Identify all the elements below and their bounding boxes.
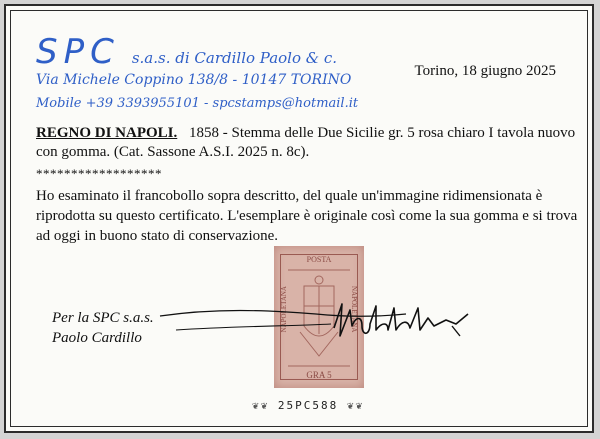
certificate-date: Torino, 18 giugno 2025: [414, 63, 556, 79]
signature-name: Paolo Cardillo: [52, 330, 142, 346]
serial-line: [252, 399, 364, 412]
signature-block: [52, 308, 154, 348]
serial-number: 25PC588: [277, 399, 339, 412]
company-address: Via Michele Coppino 138/8 - 10147 TORINO: [36, 72, 352, 88]
company-header: [36, 32, 337, 72]
certificate: [4, 4, 594, 433]
stamp-right-text: NAPOLETANA: [350, 286, 358, 333]
company-name: s.a.s. di Cardillo Paolo & c.: [131, 49, 338, 67]
separator-stars: ******************: [36, 166, 162, 181]
ornament-right-icon: ❦❦: [346, 399, 365, 412]
signature-company: Per la SPC s.a.s.: [52, 310, 154, 326]
stamp-left-text: NAPOLETANA: [280, 286, 288, 333]
description-text: 1858 - Stemma delle Due Sicilie gr. 5 rosa chiaro I tavola nuovo con gomma. (Cat. Sassone A.S.I. 2025 n. 8c).: [36, 125, 576, 160]
stamp-description: [36, 124, 576, 183]
handwritten-signature: [156, 296, 486, 356]
country-title: REGNO DI NAPOLI.: [36, 125, 178, 141]
ornament-left-icon: ❦❦: [252, 399, 270, 412]
stamp-value-text: GRA 5: [306, 370, 332, 380]
company-logo: SPC: [36, 32, 120, 72]
certificate-statement: Ho esaminato il francobollo sopra descritto, del quale un'immagine ridimensionata è riprodotta su questo certificato. L'esemplare è originale così come la sua gomma e si trova ad oggi in buono stato di conservazione.: [36, 188, 578, 244]
company-contact: Mobile +39 3393955101 - spcstamps@hotmail.it: [36, 96, 359, 111]
stamp-top-text: POSTA: [306, 255, 332, 264]
